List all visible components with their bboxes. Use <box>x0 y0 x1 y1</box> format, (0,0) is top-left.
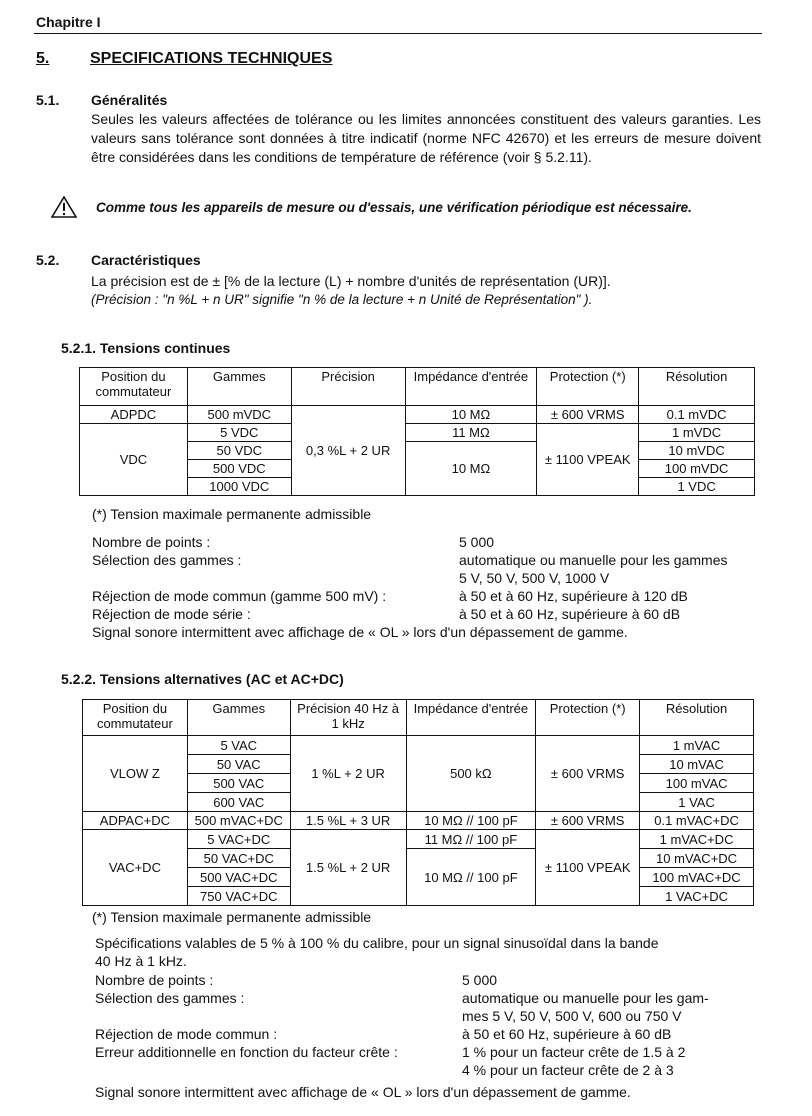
cell-precision: 1 %L + 2 UR <box>290 736 406 812</box>
spec-value: automatique ou manuelle pour les gammes <box>459 552 728 568</box>
cell-precision: 1.5 %L + 3 UR <box>290 812 406 830</box>
cell-imp: 10 MΩ <box>405 406 537 424</box>
th-precision: Précision <box>291 368 405 406</box>
cell-gamme: 600 VAC <box>187 793 290 812</box>
spec-label: Réjection de mode commun (gamme 500 mV) : <box>92 588 387 604</box>
s522-signal: Signal sonore intermittent avec affichage de « OL » lors d'un dépassement de gamme. <box>95 1084 631 1100</box>
warning-icon <box>51 196 77 221</box>
cell-gamme: 500 mVDC <box>187 406 291 424</box>
cell-gamme: 500 VAC+DC <box>187 868 290 887</box>
spec-value: à 50 et à 60 Hz, supérieure à 60 dB <box>459 606 681 622</box>
cell-prot: ± 1100 VPEAK <box>537 424 639 496</box>
cell-gamme: 5 VDC <box>187 424 291 442</box>
cell-imp: 10 MΩ // 100 pF <box>406 812 536 830</box>
cell-prot: ± 600 VRMS <box>537 406 639 424</box>
chapter-header: Chapitre I <box>36 14 101 30</box>
cell-prot: ± 600 VRMS <box>536 812 640 830</box>
s522-footnote: (*) Tension maximale permanente admissible <box>92 909 372 925</box>
cell-imp: 500 kΩ <box>406 736 536 812</box>
header-rule <box>34 33 762 34</box>
s522-valid-line2: 40 Hz à 1 kHz. <box>95 953 187 969</box>
th-position: Position du commutateur <box>83 700 188 736</box>
spec-value: automatique ou manuelle pour les gam- <box>462 990 709 1006</box>
cell-gamme: 1000 VDC <box>187 478 291 496</box>
warning-text: Comme tous les appareils de mesure ou d'essais, une vérification périodique est nécessaire. <box>96 200 692 215</box>
spec-label: Réjection de mode série : <box>92 606 251 622</box>
s52-title: Caractéristiques <box>91 252 201 268</box>
cell-res: 1 mVAC <box>640 736 754 755</box>
cell-gamme: 500 mVAC+DC <box>187 812 290 830</box>
s52-line1: La précision est de ± [% de la lecture (L) + nombre d'unités de représentation (UR)]. <box>91 273 611 289</box>
cell-res: 1 mVAC+DC <box>640 830 754 849</box>
s521-footnote: (*) Tension maximale permanente admissible <box>92 506 372 522</box>
cell-precision: 0,3 %L + 2 UR <box>291 406 405 496</box>
cell-gamme: 500 VAC <box>187 774 290 793</box>
th-gammes: Gammes <box>187 368 291 406</box>
spec-value: à 50 et à 60 Hz, supérieure à 120 dB <box>459 588 688 604</box>
s51-title: Généralités <box>91 92 168 108</box>
ac-voltage-table <box>82 699 754 906</box>
s522-title: 5.2.2. Tensions alternatives (AC et AC+DC) <box>61 671 344 687</box>
cell-gamme: 50 VDC <box>187 442 291 460</box>
cell-res: 1 VAC <box>640 793 754 812</box>
cell-gamme: 5 VAC+DC <box>187 830 290 849</box>
section-title: SPECIFICATIONS TECHNIQUES <box>90 50 333 67</box>
th-gammes: Gammes <box>187 700 290 736</box>
cell-pos-adp: ADPDC <box>80 406 188 424</box>
cell-pos-v: VDC <box>80 424 188 496</box>
spec-label: Sélection des gammes : <box>95 990 245 1006</box>
cell-res: 1 mVDC <box>639 424 755 442</box>
cell-gamme: 50 VAC <box>187 755 290 774</box>
th-precision: Précision 40 Hz à 1 kHz <box>290 700 406 736</box>
spec-label: Nombre de points : <box>95 972 214 988</box>
th-impedance: Impédance d'entrée <box>406 700 536 736</box>
spec-value: à 50 et 60 Hz, supérieure à 60 dB <box>462 1026 672 1042</box>
cell-imp: 11 MΩ // 100 pF <box>406 830 536 849</box>
th-position: Position du commutateur <box>80 368 188 406</box>
cell-prot: ± 600 VRMS <box>536 736 640 812</box>
dc-voltage-table <box>79 367 755 496</box>
spec-value: 5 000 <box>459 534 495 550</box>
cell-pos-adp: ADPAC+DC <box>83 812 188 830</box>
cell-imp: 10 MΩ <box>405 442 537 496</box>
cell-pos-vlowz: VLOW Z <box>83 736 188 812</box>
cell-res: 0.1 mVAC+DC <box>640 812 754 830</box>
cell-gamme: 750 VAC+DC <box>187 887 290 906</box>
th-impedance: Impédance d'entrée <box>405 368 537 406</box>
th-resolution: Résolution <box>640 700 754 736</box>
spec-value: 5 V, 50 V, 500 V, 1000 V <box>459 570 610 586</box>
cell-res: 10 mVAC+DC <box>640 849 754 868</box>
cell-imp: 10 MΩ // 100 pF <box>406 849 536 906</box>
th-protection: Protection (*) <box>536 700 640 736</box>
s521-title: 5.2.1. Tensions continues <box>61 340 231 356</box>
cell-gamme: 500 VDC <box>187 460 291 478</box>
cell-res: 10 mVAC <box>640 755 754 774</box>
spec-value: 1 % pour un facteur crête de 1.5 à 2 <box>462 1044 686 1060</box>
cell-res: 10 mVDC <box>639 442 755 460</box>
th-resolution: Résolution <box>639 368 755 406</box>
spec-value: 4 % pour un facteur crête de 2 à 3 <box>462 1062 674 1078</box>
s522-valid-line1: Spécifications valables de 5 % à 100 % du calibre, pour un signal sinusoïdal dans la bande <box>95 935 659 951</box>
spec-label: Erreur additionnelle en fonction du facteur crête : <box>95 1044 398 1060</box>
cell-pos-vacdc: VAC+DC <box>83 830 188 906</box>
cell-prot: ± 1100 VPEAK <box>536 830 640 906</box>
spec-label: Nombre de points : <box>92 534 211 550</box>
spec-value: mes 5 V, 50 V, 500 V, 600 ou 750 V <box>462 1008 682 1024</box>
cell-res: 1 VAC+DC <box>640 887 754 906</box>
cell-res: 100 mVAC <box>640 774 754 793</box>
cell-gamme: 5 VAC <box>187 736 290 755</box>
s51-paragraph: Seules les valeurs affectées de tolérance ou les limites annoncées constituent des valeurs garanties. Les valeurs sans tolérance sont données à titre indicatif (norme NFC 42670) et les erreurs de mesure doivent être considérées dans les conditions de température de référence (voir § 5.2.11). <box>91 111 761 165</box>
section-number: 5. <box>36 50 50 67</box>
cell-imp: 11 MΩ <box>405 424 537 442</box>
s52-number: 5.2. <box>36 252 60 268</box>
spec-value: 5 000 <box>462 972 498 988</box>
s51-number: 5.1. <box>36 92 60 108</box>
spec-label: Réjection de mode commun : <box>95 1026 278 1042</box>
cell-res: 100 mVDC <box>639 460 755 478</box>
cell-precision: 1.5 %L + 2 UR <box>290 830 406 906</box>
spec-label: Sélection des gammes : <box>92 552 242 568</box>
th-protection: Protection (*) <box>537 368 639 406</box>
s521-signal: Signal sonore intermittent avec affichage de « OL » lors d'un dépassement de gamme. <box>92 624 628 640</box>
cell-res: 1 VDC <box>639 478 755 496</box>
cell-gamme: 50 VAC+DC <box>187 849 290 868</box>
cell-res: 100 mVAC+DC <box>640 868 754 887</box>
s52-line2: (Précision : "n %L + n UR" signifie "n % de la lecture + n Unité de Représentation" ). <box>91 292 593 307</box>
cell-res: 0.1 mVDC <box>639 406 755 424</box>
